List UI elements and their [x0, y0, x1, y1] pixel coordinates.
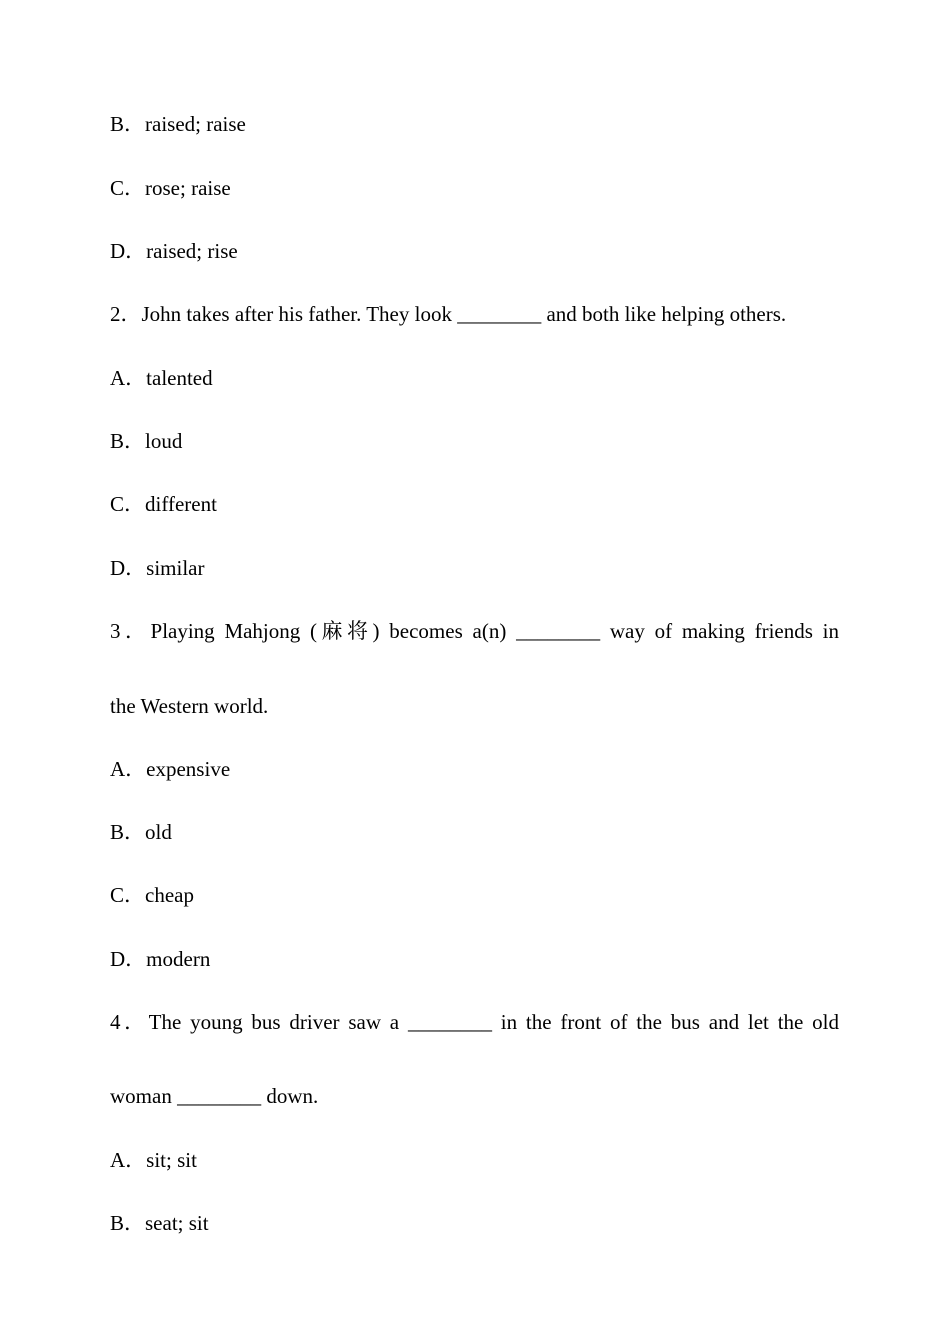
q3-question-line1: 3．Playing Mahjong (麻将) becomes a(n) ________ way of making friends in	[110, 619, 839, 643]
q4-question-line2: woman ________ down.	[110, 1084, 319, 1108]
q3-option-b: B．old	[110, 820, 172, 844]
q1-option-c: C．rose; raise	[110, 176, 231, 200]
q2-option-c: C．different	[110, 492, 217, 516]
q2-option-b: B．loud	[110, 429, 183, 453]
q2-option-a: A．talented	[110, 366, 213, 390]
q3-option-a: A．expensive	[110, 757, 231, 781]
q3-option-d: D．modern	[110, 947, 211, 971]
q4-question-line1: 4．The young bus driver saw a ________ in the front of the bus and let the old	[110, 1010, 839, 1034]
q4-option-b: B．seat; sit	[110, 1211, 209, 1235]
q2-question: 2．John takes after his father. They look ________ and both like helping others.	[110, 302, 787, 326]
q1-option-d: D．raised; rise	[110, 239, 238, 263]
q3-option-c: C．cheap	[110, 883, 194, 907]
q4-option-a: A．sit; sit	[110, 1148, 197, 1172]
q1-option-b: B．raised; raise	[110, 112, 246, 136]
q3-question-line2: the Western world.	[110, 694, 269, 718]
q2-option-d: D．similar	[110, 556, 205, 580]
